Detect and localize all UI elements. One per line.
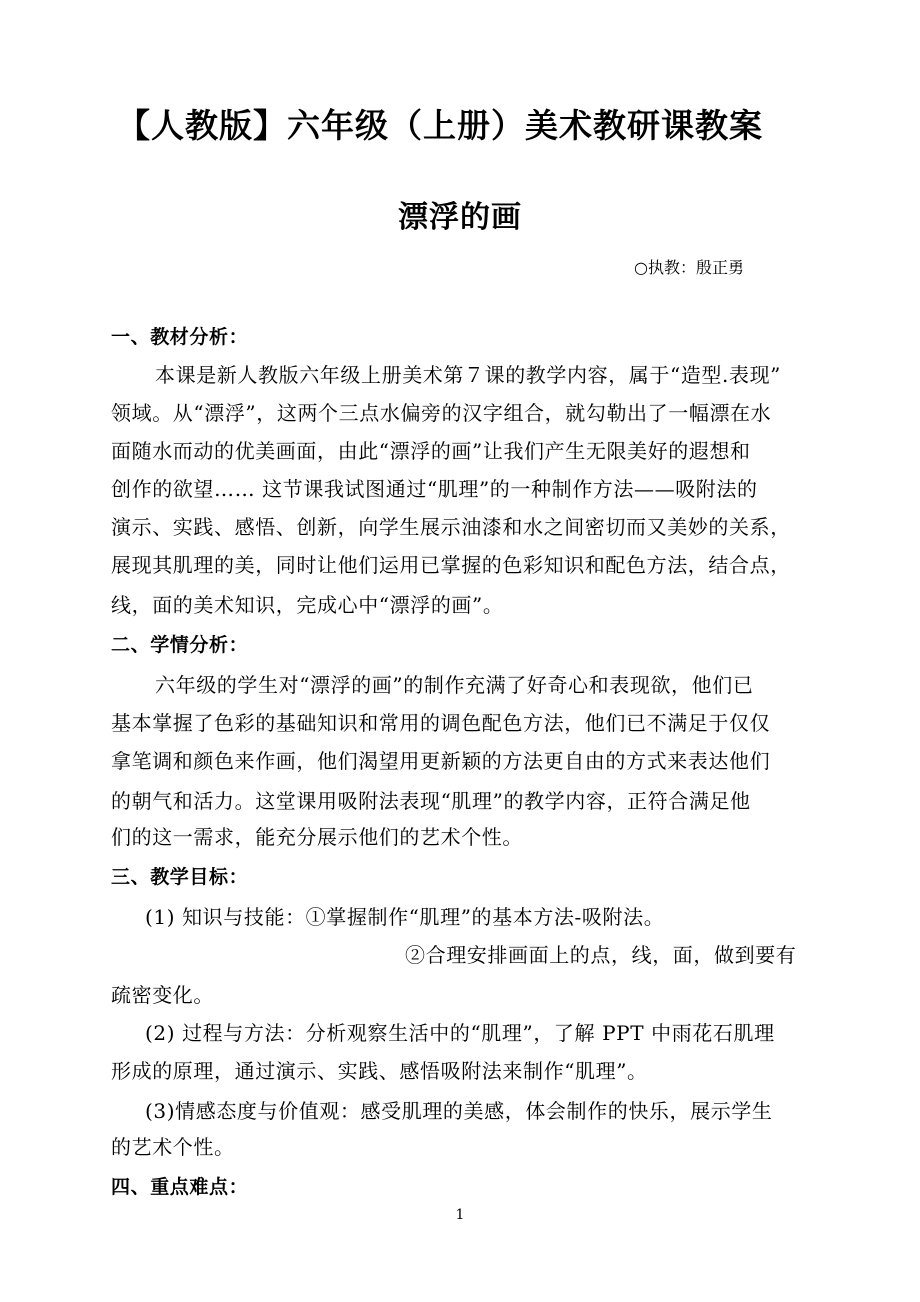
paragraph-line: 本课是新人教版六年级上册美术第７课的教学内容，属于“造型.表现” xyxy=(155,363,782,387)
paragraph-line: 基本掌握了色彩的基础知识和常用的调色配色方法，他们已不满足于仅仅 xyxy=(111,711,771,735)
paragraph-line: 线，面的美术知识，完成心中“漂浮的画”。 xyxy=(111,593,504,617)
objective-line: 疏密变化。 xyxy=(111,983,214,1007)
objective-line: ②合理安排画面上的点，线，面，做到要有 xyxy=(405,943,797,967)
paragraph-line: 演示、实践、感悟、创新，向学生展示油漆和水之间密切而又美妙的关系， xyxy=(111,515,791,539)
paragraph-line: 的朝气和活力。这堂课用吸附法表现“肌理”的教学内容，正符合满足他 xyxy=(111,789,751,813)
paragraph-line: 六年级的学生对“漂浮的画”的制作充满了好奇心和表现欲，他们已 xyxy=(155,673,754,697)
paragraph-line: 拿笔调和颜色来作画，他们渴望用更新颖的方法更自由的方式来表达他们 xyxy=(111,749,771,773)
objective-line: 的艺术个性。 xyxy=(111,1135,235,1159)
section-heading: 二、学情分析： xyxy=(111,634,249,656)
objective-line: 形成的原理，通过演示、实践、感悟吸附法来制作“肌理”。 xyxy=(111,1059,648,1083)
lesson-title: 漂浮的画 xyxy=(398,200,522,235)
document-title: 【人教版】六年级（上册）美术教研课教案 xyxy=(117,106,763,145)
objective-line: (1) 知识与技能：①掌握制作“肌理”的基本方法-吸附法。 xyxy=(145,905,665,929)
section-heading: 一、教材分析： xyxy=(111,326,249,348)
paragraph-line: 们的这一需求，能充分展示他们的艺术个性。 xyxy=(111,825,523,849)
paragraph-line: 展现其肌理的美，同时让他们运用已掌握的色彩知识和配色方法，结合点， xyxy=(111,553,791,577)
author-line: ○执教：殷正勇 xyxy=(634,258,744,277)
paragraph-line: 创作的欲望…… 这节课我试图通过“肌理”的一种制作方法——吸附法的 xyxy=(111,477,758,501)
section-heading: 三、教学目标： xyxy=(111,866,249,888)
paragraph-line: 领域。从“漂浮”，这两个三点水偏旁的汉字组合，就勾勒出了一幅漂在水 xyxy=(111,401,772,425)
paragraph-line: 面随水而动的优美画面，由此“漂浮的画”让我们产生无限美好的遐想和 xyxy=(111,439,751,463)
objective-line: (3)情感态度与价值观：感受肌理的美感，体会制作的快乐，展示学生 xyxy=(145,1099,773,1123)
section-heading: 四、重点难点： xyxy=(111,1176,249,1198)
page-number: 1 xyxy=(455,1207,465,1223)
objective-line: (2) 过程与方法：分析观察生活中的“肌理”，了解 PPT 中雨花石肌理 xyxy=(145,1021,775,1045)
